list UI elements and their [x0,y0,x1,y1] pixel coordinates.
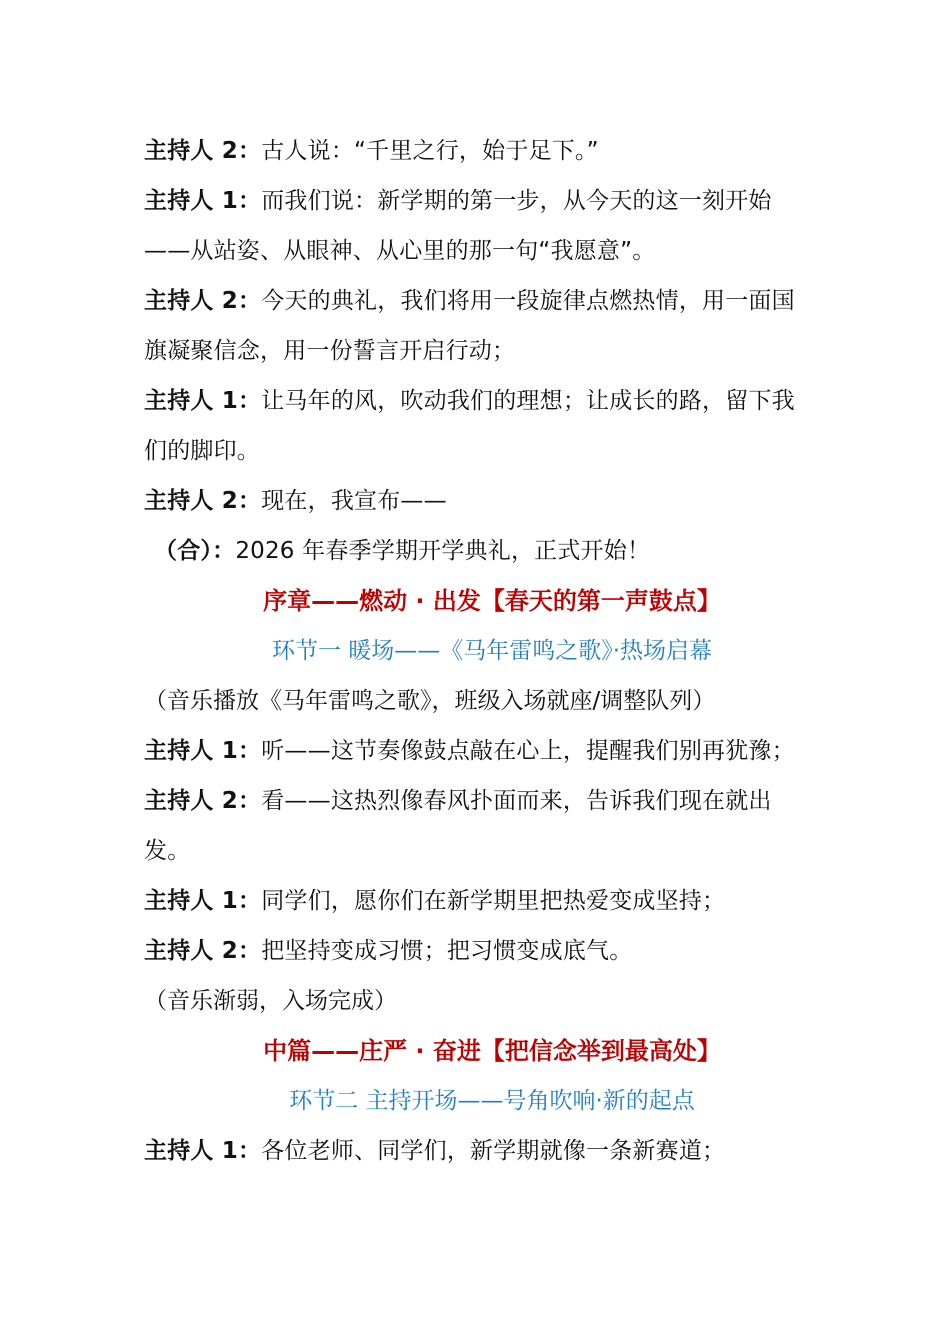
together-line [144,526,812,576]
line-text: 同学们，愿你们在新学期里把热爱变成坚持； [261,888,726,914]
speaker-label: 主持人 2： [144,938,262,964]
speaker-label: 主持人 1： [144,888,262,914]
speaker-label: 主持人 2： [144,288,262,314]
speaker-label: 主持人 2： [144,488,262,514]
dialogue-line [144,926,812,976]
dialogue-line [144,1126,812,1176]
dialogue-line [144,126,812,176]
speaker-label: 主持人 1： [144,738,262,764]
speaker-label: 主持人 2： [144,138,262,164]
line-text: 各位老师、同学们，新学期就像一条新赛道； [261,1138,726,1164]
section-heading: 中篇——庄严 · 奋进【把信念举到最高处】 [263,1037,721,1065]
subsection-heading: 环节二 主持开场——号角吹响·新的起点 [289,1088,695,1114]
section-heading: 序章——燃动 · 出发【春天的第一声鼓点】 [263,587,721,615]
dialogue-line [144,176,812,276]
line-text: 听——这节奏像鼓点敲在心上，提醒我们别再犹豫； [261,738,795,764]
speaker-label: 主持人 1： [144,1138,262,1164]
speaker-label: 主持人 1： [144,388,262,414]
line-text: 2026 年春季学期开学典礼，正式开始！ [235,538,651,564]
line-text: 把坚持变成习惯；把习惯变成底气。 [261,938,633,964]
line-text: 现在，我宣布—— [261,488,447,514]
speaker-label: 主持人 2： [144,788,262,814]
dialogue-line [144,726,812,776]
script-body [144,126,812,1176]
stage-direction: （音乐渐弱，入场完成） [144,988,397,1014]
speaker-label: 主持人 1： [144,188,262,214]
dialogue-line [144,376,812,476]
dialogue-line [144,276,812,376]
line-text: 古人说：“千里之行，始于足下。” [261,138,599,164]
dialogue-line [144,776,812,876]
subsection-heading: 环节一 暖场——《马年雷鸣之歌》·热场启幕 [271,638,713,664]
dialogue-line [144,876,812,926]
line-text: 而我们说：新学期的第一步，从今天的这一刻开始——从站姿、从眼神、从心里的那一句“我愿意”。 [144,188,772,264]
dialogue-line [144,476,812,526]
line-text: 今天的典礼，我们将用一段旋律点燃热情，用一面国旗凝聚信念，用一份誓言开启行动； [144,288,795,364]
line-text: 让马年的风，吹动我们的理想；让成长的路，留下我们的脚印。 [144,388,795,464]
stage-direction: （音乐播放《马年雷鸣之歌》，班级入场就座/调整队列） [144,688,716,714]
line-text: 看——这热烈像春风扑面而来，告诉我们现在就出发。 [144,788,772,864]
speaker-label: （合）： [154,538,236,564]
